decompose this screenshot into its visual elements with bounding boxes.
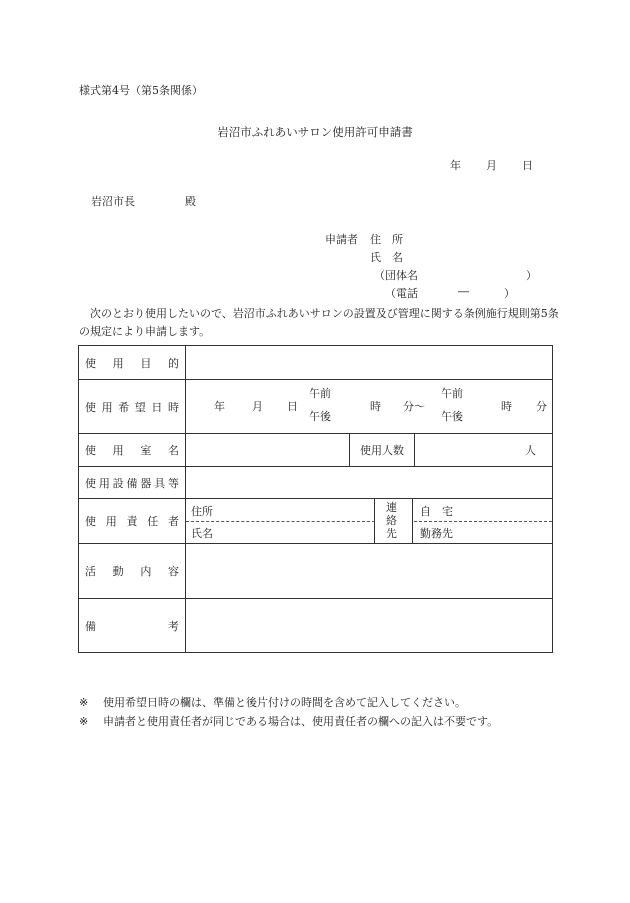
applicant-address-label: 住 所 (370, 233, 403, 246)
applicant-phone-label: （電話 (385, 287, 418, 300)
date-month: 月 (486, 159, 497, 172)
table-row-room (79, 434, 553, 467)
note-text: 申請者と使用責任者が同じである場合は、使用責任者の欄への記入は不要です。 (103, 715, 499, 728)
purpose-field[interactable] (186, 346, 553, 380)
contact-label: 連絡先 (386, 501, 397, 540)
date-day: 日 (522, 159, 533, 172)
dt-hour2: 時 (501, 400, 512, 413)
dt-pm1: 午後 (309, 410, 331, 423)
responsible-name-label: 氏名 (191, 527, 213, 540)
activity-field[interactable] (186, 544, 553, 599)
application-table (78, 345, 553, 653)
contact-work-label: 勤務先 (420, 527, 453, 540)
remarks-field[interactable] (186, 599, 553, 653)
people-field[interactable] (415, 434, 553, 467)
addressee (91, 193, 196, 209)
dt-year: 年 (214, 400, 225, 413)
dt-am1: 午前 (309, 387, 331, 400)
applicant-phone-close: ） (504, 287, 515, 300)
responsible-label: 使用責任者 (79, 499, 186, 544)
activity-label: 活動内容 (79, 544, 186, 599)
responsible-address-label: 住所 (191, 505, 213, 518)
addressee-honorific: 殿 (185, 195, 196, 208)
applicant-phone-dash: ― (458, 285, 469, 298)
table-row-datetime (79, 380, 553, 434)
dt-hour1: 時 (370, 400, 381, 413)
applicant-name-label: 氏 名 (370, 251, 403, 264)
applicant-label: 申請者 (325, 233, 358, 246)
divider (186, 521, 375, 522)
room-label: 使用室名 (79, 434, 186, 467)
note-text: 使用希望日時の欄は、準備と後片付けの時間を含めて記入してください。 (103, 696, 466, 709)
equipment-field[interactable] (186, 467, 553, 499)
contact-home-label: 自 宅 (420, 505, 453, 518)
room-field[interactable] (186, 434, 350, 467)
note-item (79, 693, 498, 712)
intro-text: 次のとおり使用したいので、岩沼市ふれあいサロンの設置及び管理に関する条例施行規則第5条の規定により申請します。 (79, 307, 559, 338)
dt-month: 月 (252, 400, 263, 413)
dt-am2: 午前 (441, 387, 463, 400)
divider (414, 521, 552, 522)
datetime-field[interactable] (186, 380, 553, 434)
table-row-equipment (79, 467, 553, 499)
people-unit: 人 (525, 444, 536, 457)
note-item (79, 712, 498, 731)
dt-pm2: 午後 (441, 410, 463, 423)
responsible-field[interactable] (186, 499, 553, 544)
applicant-group-label: （団体名 (374, 269, 418, 282)
dt-minute1: 分～ (403, 400, 425, 413)
note-mark: ※ (79, 715, 89, 728)
page-title: 岩沼市ふれあいサロン使用許可申請書 (217, 125, 413, 139)
table-row-remarks (79, 599, 553, 653)
dt-minute2: 分 (536, 400, 547, 413)
table-row-purpose (79, 346, 553, 380)
form-number: 様式第4号（第5条関係） (79, 84, 203, 97)
notes (79, 693, 498, 731)
datetime-label: 使用希望日時 (79, 380, 186, 434)
purpose-label: 使用目的 (79, 346, 186, 380)
applicant-group-close: ） (526, 269, 537, 282)
table-row-responsible (79, 499, 553, 544)
equipment-label: 使用設備器具等 (79, 467, 186, 499)
date-year: 年 (450, 159, 461, 172)
note-mark: ※ (79, 696, 89, 709)
remarks-label: 備考 (79, 599, 186, 653)
people-label: 使用人数 (350, 434, 415, 467)
dt-day: 日 (287, 400, 298, 413)
table-row-activity (79, 544, 553, 599)
addressee-name: 岩沼市長 (91, 195, 135, 208)
